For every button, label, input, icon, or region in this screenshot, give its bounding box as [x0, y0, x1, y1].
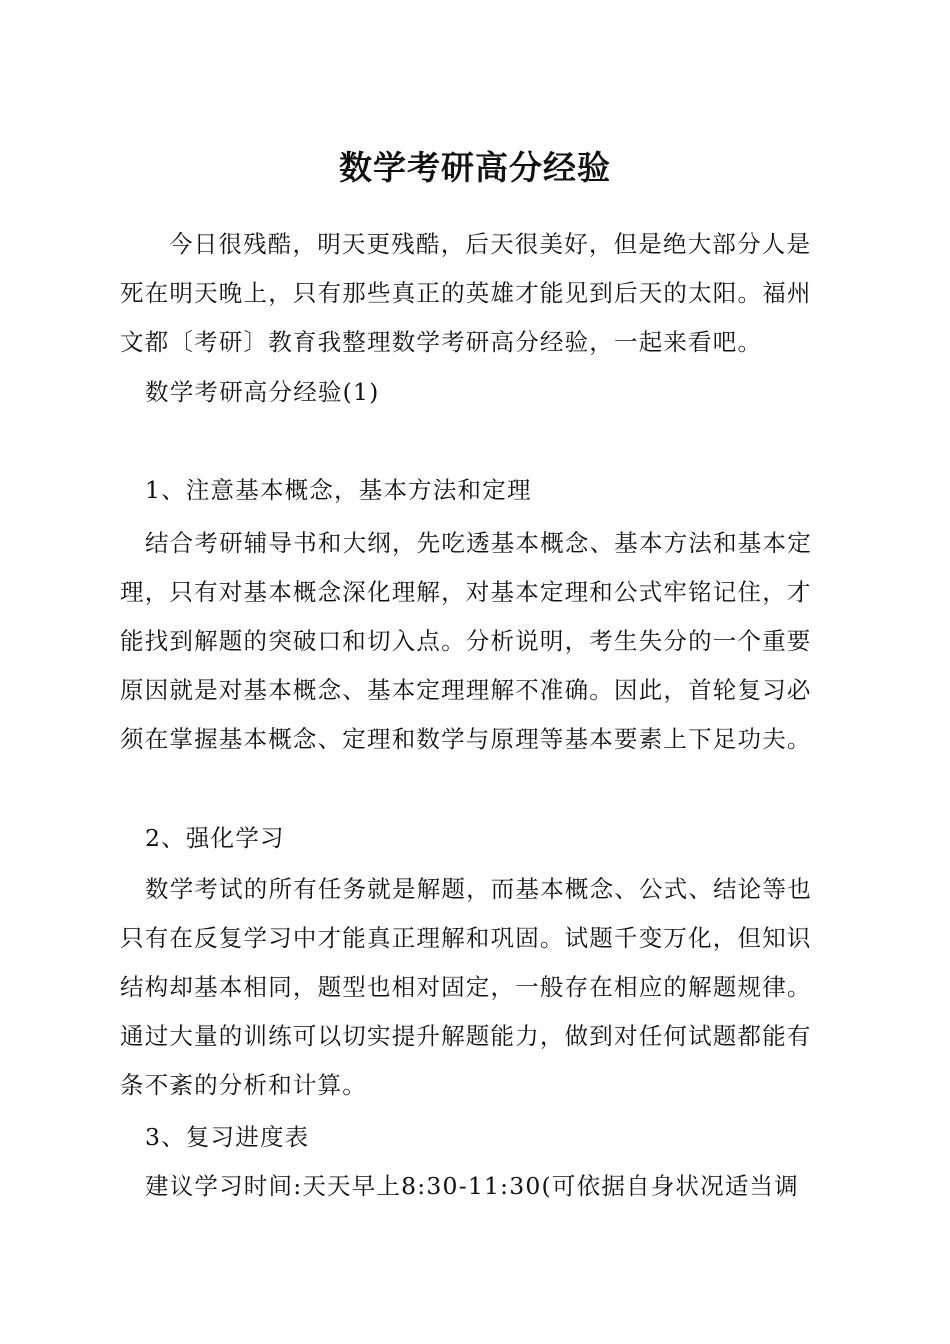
section-heading-1: 1、注意基本概念，基本方法和定理 [145, 476, 532, 504]
intro-paragraph: 今日很残酷，明天更残酷，后天很美好，但是绝大部分人是死在明天晚上，只有那些真正的英雄才能见到后天的太阳。福州文都〔考研〕教育我整理数学考研高分经验，一起来看吧。 [120, 230, 812, 356]
section-heading-2: 2、强化学习 [145, 824, 285, 852]
document-title: 数学考研高分经验 [339, 148, 611, 187]
section-body-3: 建议学习时间:天天早上8:30-11:30(可依据自身状况适当调 [145, 1172, 799, 1200]
section-body-2: 数学考试的所有任务就是解题，而基本概念、公式、结论等也只有在反复学习中才能真正理解和巩固。试题千变万化，但知识结构却基本相同，题型也相对固定，一般存在相应的解题规律。通过大量的训练可以切实提升解题能力，做到对任何试题都能有条不紊的分析和计算。 [120, 875, 812, 1099]
section-heading-3: 3、复习进度表 [145, 1123, 310, 1151]
section-body-1: 结合考研辅导书和大纲，先吃透基本概念、基本方法和基本定理，只有对基本概念深化理解，对基本定理和公式牢铭记住，才能找到解题的突破口和切入点。分析说明，考生失分的一个重要原因就是对基本概念、基本定理理解不准确。因此，首轮复习必须在掌握基本概念、定理和数学与原理等基本要素上下足功夫。 [120, 529, 812, 753]
section-subtitle: 数学考研高分经验(1) [145, 378, 380, 406]
